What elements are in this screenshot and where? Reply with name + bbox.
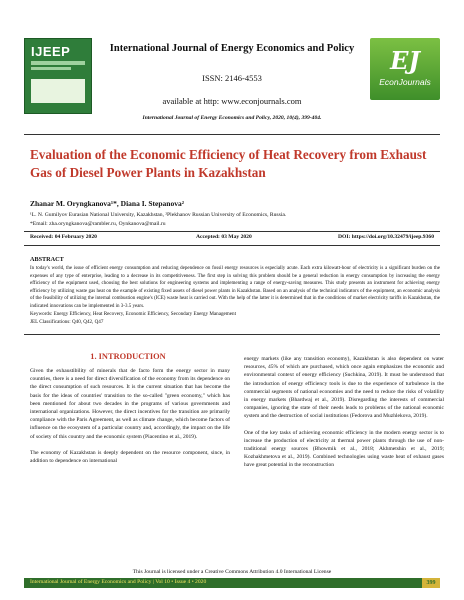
body-column-right	[244, 355, 444, 478]
header-divider	[24, 134, 440, 135]
journal-cover-image	[24, 38, 92, 114]
paragraph: The economy of Kazakhstan is deeply dependent on the resource component, since, in addition to dependence on international	[30, 449, 230, 465]
paragraph: Given the exhaustibility of minerals that de facto form the energy sector in many countries, there is a need for direct diversification of the economy from its dependence on the direct consumption of such resources. It is the current situation that has become the basis for the ideas of countries' transition to the so-called "green economy," which has been mentioned for about two decades in the programs of various governments and international organizations. However, the direct incentives for the transition are primarily compliance with the Paris Agreement, as well as climate change, which become factors of influence on the ecosystem of a particular country and, accordingly, the impact on the life of society of this country and the economic system (Piacentino et al., 2019).	[30, 368, 230, 440]
authors: Zhanar M. Oryngkanova¹*, Diana I. Stepanova²	[30, 199, 184, 208]
issn: ISSN: 2146-4553	[202, 73, 262, 83]
doi-link[interactable]: DOI: https://doi.org/10.32479/ijeep.9360	[337, 234, 434, 240]
abstract-text: In today's world, the issue of efficient energy consumption and reducing dependence on fossil energy resources is especially acute. Each extra kilowatt-hour of electricity is a significant burden on the expenses of any type of enterprise, leading to a decrease in its competitiveness. The first step in solving this problem should be a general reduction in energy consumption by increasing the energy efficiency of the equipment used, choosing the best solutions for engineering systems and implementing a range of energy-saving measures. This study presents an instrument for achieving energy efficiency by utilizing waste gas heat on the example of existing fixed assets of diesel power plants in Kazakhstan. Based on an analysis of the technical indicators of the equipment, an economic analysis of the feasibility of utilizing the internal combustion engine's (ICE) waste heat is carried out. With the help of the latter it is determined that in the conditions of market electricity tariffs in Kazakhstan, the indicated innovations can be implemented in 3-3.5 years.	[30, 266, 440, 309]
journal-title: International Journal of Energy Economics and Policy	[109, 43, 355, 54]
paragraph: energy markets (like any transition economy), Kazakhstan is also dependent on water resources, 45% of which are purchased, which once again emphasizes the economic and environmental context of energy efficiency (Suchkina, 2019). It must be understood that the introduction of energy efficiency tools is due to the experience of turbulence in the commercial segments of national economies and the need to reduce the risks of volatility in energy markets (Bhardwaj et al., 2019). Disregarding the interests of commercial companies, ignoring the state of their needs leads to problems of the national economic system and the destruction of social institutions (Fedorova and Muzhlekova, 2019).	[244, 356, 444, 420]
cover-decoration	[31, 61, 85, 65]
econjournals-logo	[370, 38, 440, 100]
footer-journal-line: International Journal of Energy Economics and Policy | Vol 10 • Issue 4 • 2020	[30, 579, 207, 585]
affiliation-line: ¹L. N. Gumilyov Eurasian National University, Kazakhstan, ²Plekhanov Russian University of Economics, Russia.	[30, 212, 287, 218]
dates-top-divider	[24, 231, 440, 232]
page-number: 399	[422, 578, 440, 588]
citation-line: International Journal of Energy Economics and Policy, 2020, 10(4), 399-404.	[142, 115, 322, 121]
page-footer	[24, 578, 440, 588]
logo-wordmark: EconJournals	[379, 77, 431, 87]
dates-row	[30, 234, 434, 240]
journal-website[interactable]: available at http: www.econjournals.com	[162, 96, 302, 106]
email-line[interactable]: *Email: zha.oryngkanova@rambler.ru, Oynkanova@mail.ru	[30, 220, 166, 227]
abstract-divider	[24, 334, 440, 335]
dates-bottom-divider	[24, 245, 440, 246]
cover-illustration	[31, 79, 85, 103]
jel-classifications: JEL Classifications: Q40, Q42, Q47	[30, 318, 104, 325]
body-column-left	[30, 367, 230, 473]
received-date: Received: 04 February 2020	[30, 234, 97, 240]
logo-mark: EJ	[390, 46, 420, 75]
cover-decoration	[31, 67, 71, 70]
paragraph: One of the key tasks of achieving economic efficiency in the modern energy sector is to increase the production of electricity at thermal power plants through the use of non-traditional energy sources (Bhowmik et al., 2018; Akhmetshin et al., 2019; Kozhakhmetova et al., 2019). Combined technologies using waste heat of exhaust gases have great potential in the reconstruction	[244, 429, 444, 469]
section-heading-introduction: 1. INTRODUCTION	[90, 352, 166, 361]
accepted-date: Accepted: 03 May 2020	[196, 234, 252, 240]
journal-header	[0, 0, 464, 132]
cover-title: IJEEP	[31, 44, 71, 59]
affiliations	[30, 211, 450, 228]
keywords: Keywords: Energy Efficiency, Heat Recovery, Economic Efficiency, Secondary Energy Management	[30, 311, 236, 317]
keywords-block	[30, 311, 440, 326]
paper-title: Evaluation of the Economic Efficiency of Heat Recovery from Exhaust Gas of Diesel Power Plants in Kazakhstan	[30, 147, 427, 180]
license-notice: This Journal is licensed under a Creative Commons Attribution 4.0 International License	[132, 569, 332, 575]
abstract-heading: ABSTRACT	[30, 256, 64, 263]
